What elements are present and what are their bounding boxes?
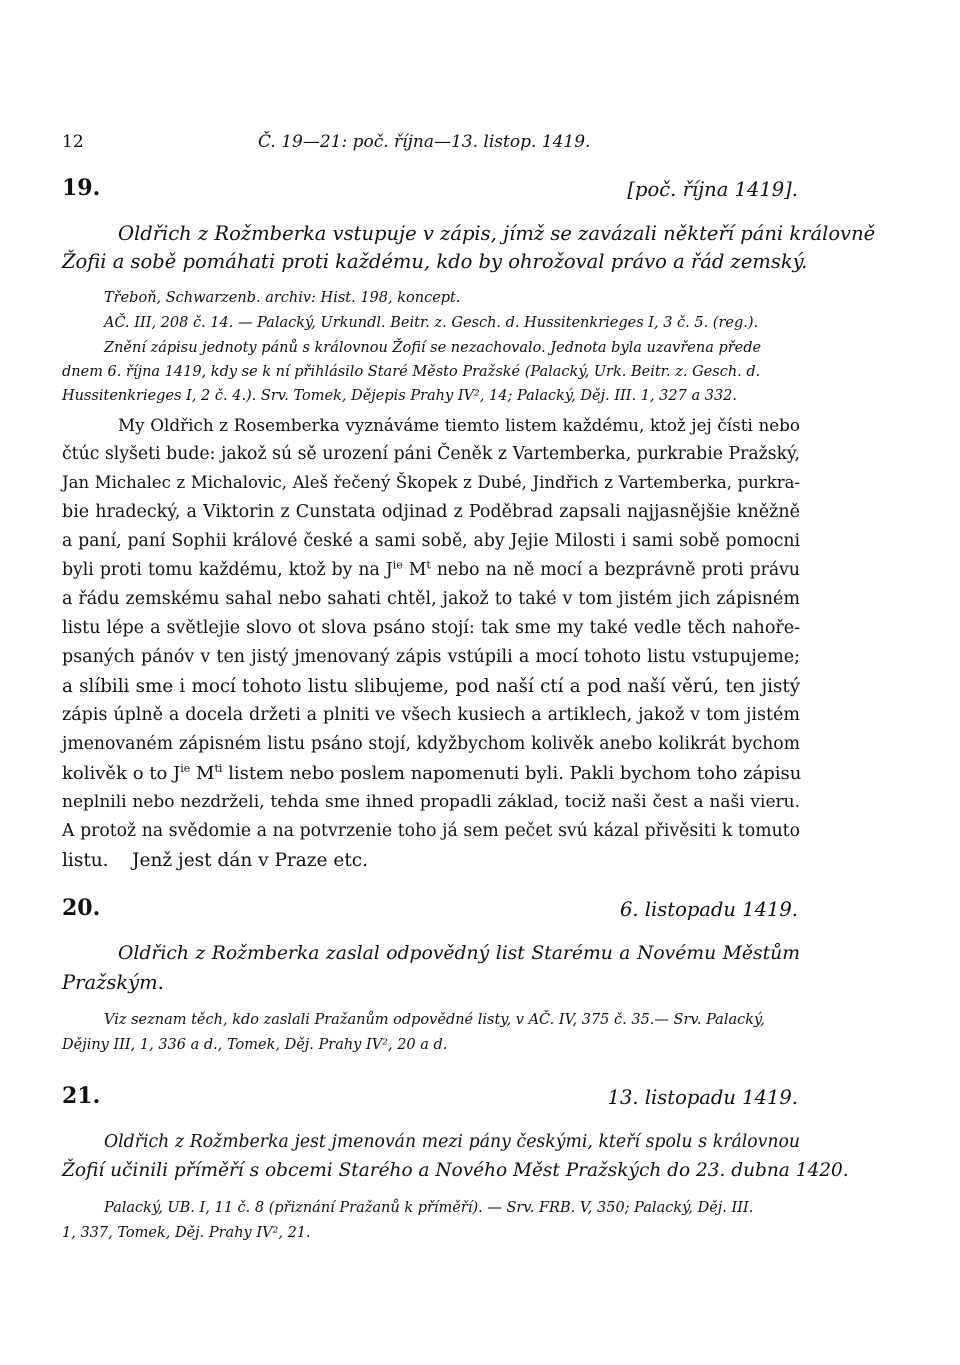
note-19-line: AČ. III, 208 č. 14. — Palacký, Urkundl. Beitr. z. Gesch. d. Hussitenkrieges I, 3 č. 5. (reg.). bbox=[104, 315, 759, 331]
text-line: My Oldřich z Rosemberka vyznáváme tiemto listem každému, ktož jej čísti nebo bbox=[118, 415, 800, 435]
regest-19-line: Žofii a sobě pomáhati proti každému, kdo by ohrožoval právo a řád zemský. bbox=[62, 250, 808, 273]
note-20-line: Dějiny III, 1, 336 a d., Tomek, Děj. Prahy IV², 20 a d. bbox=[62, 1037, 448, 1053]
regest-21-line: Oldřich z Rožmberka jest jmenován mezi pány českými, kteří spolu s královnou bbox=[104, 1132, 800, 1152]
document-date-20: 6. listopadu 1419. bbox=[619, 898, 798, 921]
document-number-20: 20. bbox=[62, 895, 101, 921]
text-line: a paní, paní Sophii králové české a sami sobě, aby Jejie Milosti i sami sobě pomocni bbox=[62, 531, 800, 551]
text-line: a řádu zemskému sahal nebo sahati chtěl, jakož to také v tom jistém jich zápisném bbox=[62, 589, 800, 609]
note-19-line: Hussitenkrieges I, 2 č. 4.). Srv. Tomek, Dějepis Prahy IV², 14; Palacký, Děj. III. 1, 327 a 332. bbox=[62, 388, 738, 404]
text-line: kolivěk o to $J^{ie}$ $M^{ti}$ listem nebo poslem napomenuti byli. Pakli bychom toho zápisu bbox=[62, 762, 802, 784]
text-line: listu lépe a světlejie slovo ot slova psáno stojí: tak sme my také vedle těch nahoře- bbox=[62, 618, 800, 638]
note-19-line: Znění zápisu jednoty pánů s královnou Žofií se nezachovalo. Jednota byla uzavřena přede bbox=[104, 340, 762, 356]
text-line: Jan Michalec z Michalovic, Aleš řečený Škopek z Dubé, Jindřich z Vartemberka, purkra- bbox=[62, 473, 800, 492]
text-line: čtúc slyšeti bude: jakož sú sě urození páni Čeněk z Vartemberka, purkrabie Pražský, bbox=[62, 444, 800, 464]
note-20-line: Viz seznam těch, kdo zaslali Pražanům odpovědné listy, v AČ. IV, 375 č. 35.— Srv. Palacký, bbox=[104, 1012, 765, 1028]
text-line: jmenovaném zápisném listu psáno stojí, kdyžbychom kolivěk anebo kolikrát bychom bbox=[62, 734, 800, 754]
document-date-21: 13. listopadu 1419. bbox=[607, 1086, 798, 1109]
page-number: 12 bbox=[62, 132, 84, 152]
text-line: psaných pánóv v ten jistý jmenovaný zápis vstúpili a mocí tohoto listu vstupujeme; bbox=[62, 647, 800, 667]
text-line: listu. Jenž jest dán v Praze etc. bbox=[62, 850, 368, 871]
text-line: neplnili nebo nezdrželi, tehda sme ihned propadli základ, tociž naši čest a naši vieru. bbox=[62, 792, 800, 812]
document-number-19: 19. bbox=[62, 175, 101, 201]
document-date-19: [poč. října 1419]. bbox=[627, 178, 798, 201]
document-number-21: 21. bbox=[62, 1083, 101, 1109]
text-line: zápis úplně a docela držeti a plniti ve všech kusiech a artiklech, jakož v tom jistém bbox=[62, 705, 800, 725]
note-21-line: 1, 337, Tomek, Děj. Prahy IV², 21. bbox=[62, 1225, 311, 1241]
running-title: Č. 19—21: poč. října—13. listop. 1419. bbox=[258, 132, 591, 152]
regest-20-line: Pražským. bbox=[62, 971, 164, 994]
text-line: A protož na svědomie a na potvrzenie toho já sem pečet svú kázal přivěsiti k tomuto bbox=[62, 821, 800, 841]
text-line: byli proti tomu každému, ktož by na $J^{ie}$ $M^t$ nebo na ně mocí a bezprávně proti právu bbox=[62, 558, 801, 580]
note-19-line: Třeboň, Schwarzenb. archiv: Hist. 198, koncept. bbox=[104, 290, 461, 306]
regest-20-line: Oldřich z Rožmberka zaslal odpovědný list Starému a Novému Městům bbox=[118, 943, 800, 964]
text-line: bie hradecký, a Viktorin z Cunstata odjinad z Poděbrad zapsali najjasnějšie kněžně bbox=[62, 502, 800, 522]
note-19-line: dnem 6. října 1419, kdy se k ní přihlásilo Staré Město Pražské (Palacký, Urk. Beitr. z. Gesch. d. bbox=[62, 364, 761, 380]
regest-21-line: Žofií učinili příměří s obcemi Starého a Nového Měst Pražských do 23. dubna 1420. bbox=[62, 1160, 849, 1181]
text-line: a slíbili sme i mocí tohoto listu slibujeme, pod naší ctí a pod naší věrú, ten jistý bbox=[62, 676, 800, 697]
regest-19-line: Oldřich z Rožmberka vstupuje v zápis, jímž se zavázali někteří páni královně bbox=[118, 222, 876, 245]
note-21-line: Palacký, UB. I, 11 č. 8 (přiznání Pražanů k příměří). — Srv. FRB. V, 350; Palacký, Děj. III. bbox=[104, 1200, 754, 1216]
